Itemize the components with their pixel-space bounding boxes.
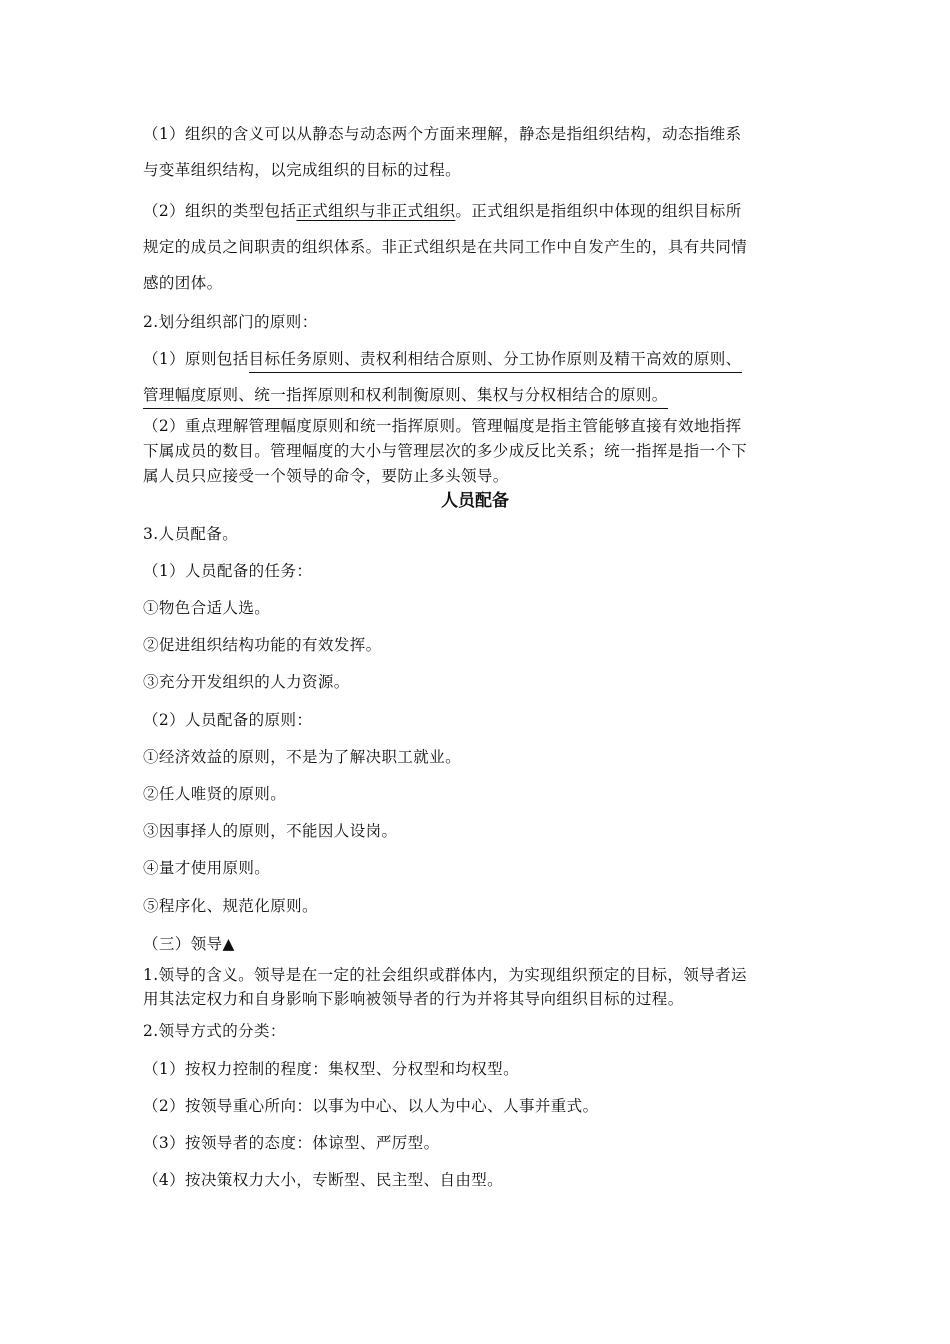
org-types-line-2: 规定的成员之间职责的组织体系。非正式组织是在共同工作中自发产生的，具有共同情 [143, 238, 748, 256]
leadership-section-title: （三）领导▲ [143, 935, 235, 953]
leadership-type-item: （1）按权力控制的程度：集权型、分权型和均权型。 [143, 1060, 519, 1078]
leadership-type-item: （3）按领导者的态度：体谅型、严厉型。 [143, 1134, 440, 1152]
org-types-underlined: 正式组织与非正式组织 [296, 202, 456, 220]
staffing-principle-item: ⑤程序化、规范化原则。 [143, 897, 318, 915]
staffing-principle-item: ①经济效益的原则，不是为了解决职工就业。 [143, 748, 462, 766]
dept-principles-prefix: （1）原则包括 [143, 350, 249, 368]
leadership-types-title: 2.领导方式的分类： [143, 1022, 286, 1040]
staffing-task-item: ①物色合适人选。 [143, 599, 271, 617]
org-types-line-3: 感的团体。 [143, 274, 223, 292]
dept-principles-underlined-1: 目标任务原则、责权利相结合原则、分工协作原则及精干高效的原则、 [249, 350, 742, 373]
staffing-task-item: ③充分开发组织的人力资源。 [143, 673, 350, 691]
org-types-line-1 [143, 201, 742, 221]
org-meaning-line-1: （1）组织的含义可以从静态与动态两个方面来理解，静态是指组织结构，动态指维系 [143, 125, 742, 143]
staffing-heading: 人员配备 [441, 491, 509, 511]
leadership-type-item: （2）按领导重心所向：以事为中心、以人为中心、人事并重式。 [143, 1097, 599, 1115]
staffing-tasks-title: （1）人员配备的任务： [143, 562, 313, 580]
dept-focus-line-1: （2）重点理解管理幅度原则和统一指挥原则。管理幅度是指主管能够直接有效地指挥 [143, 417, 742, 435]
staffing-title: 3.人员配备。 [143, 525, 239, 543]
dept-principles-underlined-2: 管理幅度原则、统一指挥原则和权利制衡原则、集权与分权相结合的原则。 [143, 386, 668, 409]
org-types-suffix: 。正式组织是指组织中体现的组织目标所 [455, 202, 742, 220]
org-types-prefix: （2）组织的类型包括 [143, 202, 297, 220]
leadership-definition-line-1: 1.领导的含义。领导是在一定的社会组织或群体内，为实现组织预定的目标，领导者运 [143, 966, 747, 984]
leadership-type-item: （4）按决策权力大小，专断型、民主型、自由型。 [143, 1171, 504, 1189]
staffing-principle-item: ③因事择人的原则，不能因人设岗。 [143, 822, 398, 840]
dept-principles-title: 2.划分组织部门的原则： [143, 313, 318, 331]
dept-focus-line-3: 属人员只应接受一个领导的命令，要防止多头领导。 [143, 467, 509, 485]
staffing-task-item: ②促进组织结构功能的有效发挥。 [143, 636, 382, 654]
staffing-principle-item: ④量才使用原则。 [143, 859, 271, 877]
staffing-principles-title: （2）人员配备的原则： [143, 711, 313, 729]
dept-principles-line-2 [143, 385, 668, 405]
dept-focus-line-2: 下属成员的数目。管理幅度的大小与管理层次的多少成反比关系；统一指挥是指一个下 [143, 442, 748, 460]
org-meaning-line-2: 与变革组织结构，以完成组织的目标的过程。 [143, 161, 462, 179]
staffing-principle-item: ②任人唯贤的原则。 [143, 785, 287, 803]
leadership-definition-line-2: 用其法定权力和自身影响下影响被领导者的行为并将其导向组织目标的过程。 [143, 990, 684, 1008]
dept-principles-line-1 [143, 349, 742, 369]
